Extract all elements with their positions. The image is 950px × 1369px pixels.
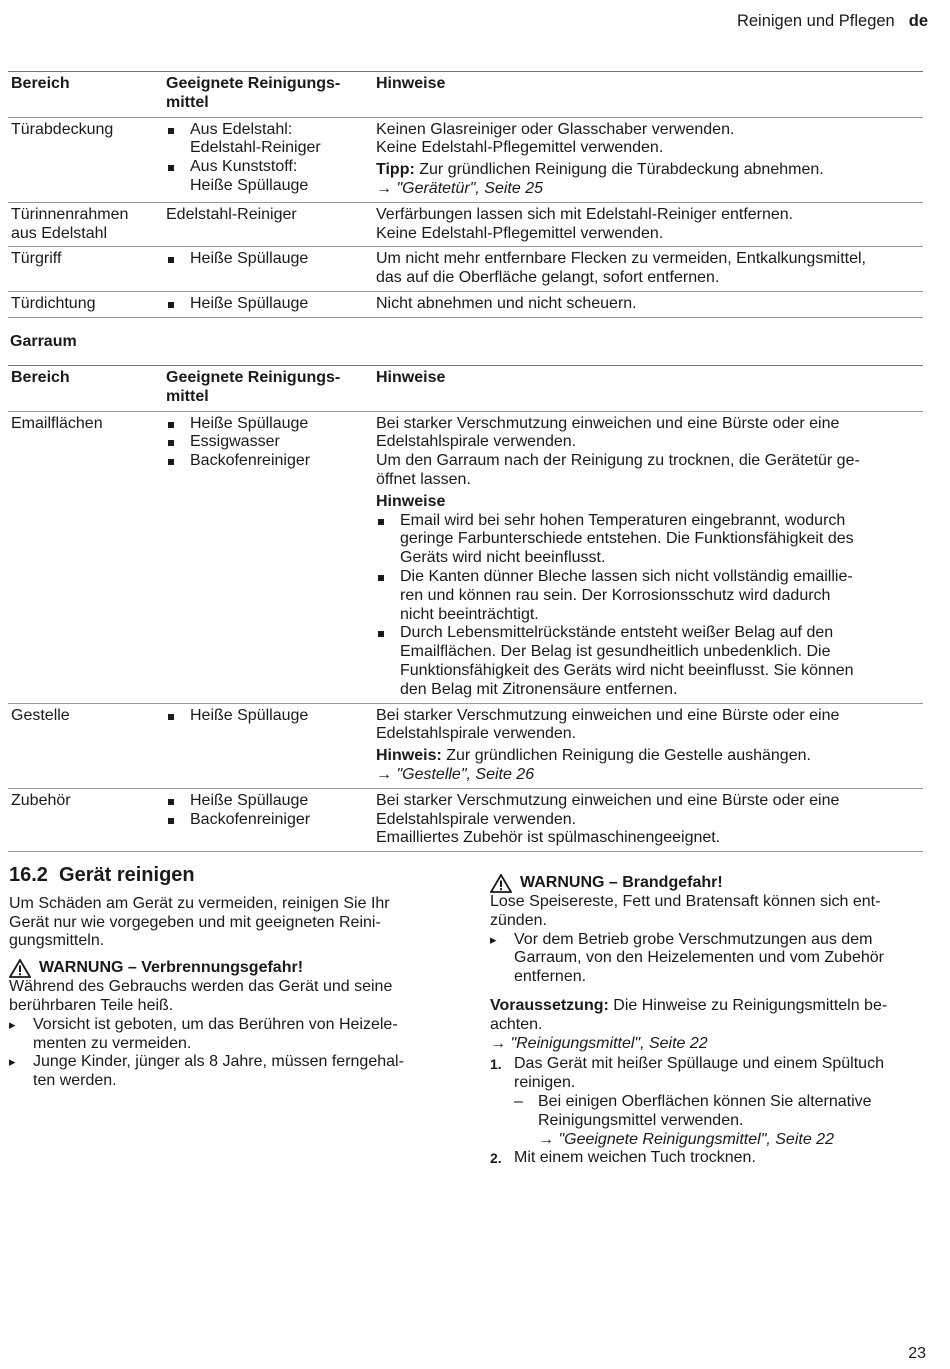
table-header-row bbox=[8, 72, 923, 118]
language-tag: de bbox=[908, 12, 928, 30]
table-row bbox=[8, 117, 923, 202]
tip-label: Hinweis: bbox=[376, 747, 442, 765]
area-cell: Türgriff bbox=[8, 247, 163, 292]
table-header-row bbox=[8, 366, 923, 412]
step-text: Mit einem weichen Tuch trocknen. bbox=[514, 1149, 756, 1167]
note-text: Bei starker Verschmutzung einweichen und eine Bürste oder eine Edelstahlspirale verwenden. Um den Garraum nach der Reinigung zu trocknen, die Gerätetür ge- öffnet lassen. bbox=[376, 414, 860, 488]
tip-paragraph bbox=[376, 747, 923, 766]
agent-item: Backofenreiniger bbox=[166, 811, 373, 830]
tip-label: Tipp: bbox=[376, 161, 415, 179]
warning-item: ▸ Junge Kinder, jünger als 8 Jahre, müssen ferngehal- ten werden. bbox=[9, 1053, 449, 1091]
agents-cell: Edelstahl-Reiniger bbox=[163, 202, 373, 247]
section-heading: 16.2 Gerät reinigen bbox=[9, 864, 195, 886]
warning-triangle-icon bbox=[490, 874, 512, 893]
agent-item: Aus Kunststoff: Heiße Spüllauge bbox=[166, 158, 373, 196]
agent-item: Heiße Spüllauge bbox=[166, 707, 373, 726]
agents-cell bbox=[163, 247, 373, 292]
agents-cell bbox=[163, 291, 373, 317]
warning-title: WARNUNG – Brandgefahr! bbox=[520, 874, 723, 892]
agent-item: Heiße Spüllauge bbox=[166, 792, 373, 811]
agent-item: Heiße Spüllauge bbox=[166, 295, 373, 314]
note-text: Bei starker Verschmutzung einweichen und eine Bürste oder eine Edelstahlspirale verwenden. bbox=[376, 706, 840, 743]
step-item bbox=[490, 1149, 930, 1168]
note-item: Durch Lebensmittelrückstände entsteht weißer Belag auf den Emailflächen. Der Belag ist gesundheitlich unbedenklich. Die Funktionsfähigkeit des Geräts wird nicht beeinflusst. Sie können den Belag mit Zitronensäure entfernen. bbox=[376, 624, 923, 699]
agent-item: Essigwasser bbox=[166, 433, 373, 452]
tip-text: Zur gründlichen Reinigung die Türabdeckung abnehmen. bbox=[414, 161, 824, 179]
table-row bbox=[8, 247, 923, 292]
notes-cell: Bei starker Verschmutzung einweichen und eine Bürste oder eine Edelstahlspirale verwenden. Emailliertes Zubehör ist spülmaschinengeeignet. bbox=[373, 788, 923, 851]
table-row bbox=[8, 411, 923, 703]
notes-cell bbox=[373, 411, 923, 703]
tip-paragraph bbox=[376, 161, 923, 180]
warning-title: WARNUNG – Verbrennungsgefahr! bbox=[39, 959, 304, 977]
column-header-notes: Hinweise bbox=[373, 366, 923, 412]
area-cell: Türabdeckung bbox=[8, 117, 163, 202]
notes-subheading: Hinweise bbox=[376, 492, 446, 510]
step-number: 1. bbox=[490, 1056, 502, 1073]
cleaning-table-door bbox=[8, 71, 923, 318]
warning-text: Während des Gebrauchs werden das Gerät und seine berührbaren Teile heiß. bbox=[9, 978, 393, 1014]
notes-cell bbox=[373, 703, 923, 788]
precondition-text: Die Hinweise zu Reinigungsmitteln be- achten. bbox=[490, 996, 888, 1033]
agents-cell bbox=[163, 117, 373, 202]
note-item: Email wird bei sehr hohen Temperaturen eingebrannt, wodurch geringe Farbunterschiede entstehen. Die Funktionsfähigkeit des Geräts wird nicht beeinflusst. bbox=[376, 512, 923, 568]
warning-triangle-icon bbox=[9, 959, 31, 978]
notes-cell bbox=[373, 117, 923, 202]
cross-reference-link[interactable]: → "Geeignete Reinigungsmittel", Seite 22 bbox=[538, 1130, 834, 1148]
cross-reference-link[interactable]: → "Gerätetür", Seite 25 bbox=[376, 179, 543, 197]
garraum-heading: Garraum bbox=[10, 333, 77, 350]
header-title: Reinigen und Pflegen bbox=[736, 12, 895, 30]
table-row bbox=[8, 703, 923, 788]
agent-item: Heiße Spüllauge bbox=[166, 415, 373, 434]
area-cell: Zubehör bbox=[8, 788, 163, 851]
agent-item: Heiße Spüllauge bbox=[166, 250, 373, 269]
step-item bbox=[490, 1055, 930, 1149]
cross-reference-link[interactable]: → "Gestelle", Seite 26 bbox=[376, 765, 535, 783]
warning-item: ▸ Vorsicht ist geboten, um das Berühren von Heizele- menten zu vermeiden. bbox=[9, 1016, 449, 1054]
warning-text: Lose Speisereste, Fett und Bratensaft können sich ent- zünden. bbox=[490, 893, 881, 929]
area-cell: Gestelle bbox=[8, 703, 163, 788]
column-header-agents: Geeignete Reinigungs- mittel bbox=[163, 72, 373, 118]
tip-text: Zur gründlichen Reinigung die Gestelle aushängen. bbox=[441, 747, 811, 765]
page-number: 23 bbox=[908, 1345, 926, 1362]
right-column bbox=[490, 866, 930, 1168]
area-cell: Emailflächen bbox=[8, 411, 163, 703]
column-header-notes: Hinweise bbox=[373, 72, 923, 118]
area-cell: Türinnenrahmen aus Edelstahl bbox=[8, 202, 163, 247]
warning-item: ▸ Vor dem Betrieb grobe Verschmutzungen aus dem Garraum, von den Heizelementen und vom Zubehör entfernen. bbox=[490, 931, 930, 987]
notes-cell: Um nicht mehr entfernbare Flecken zu vermeiden, Entkalkungsmittel, das auf die Oberfläche gelangt, sofort entfernen. bbox=[373, 247, 923, 292]
step-text: Das Gerät mit heißer Spüllauge und einem Spültuch reinigen. bbox=[514, 1055, 884, 1092]
step-subitem: – Bei einigen Oberflächen können Sie alternative Reinigungsmittel verwenden. → "Geeignete Reinigungsmittel", Seite 22 bbox=[514, 1093, 930, 1149]
agents-cell bbox=[163, 703, 373, 788]
warning-fire bbox=[490, 874, 930, 893]
table-row bbox=[8, 291, 923, 317]
running-header bbox=[737, 12, 928, 31]
cleaning-table-cavity bbox=[8, 365, 923, 852]
column-header-area: Bereich bbox=[8, 72, 163, 118]
step-number: 2. bbox=[490, 1150, 502, 1167]
precondition-label: Voraussetzung: bbox=[490, 996, 609, 1014]
warning-burn bbox=[9, 959, 449, 978]
agent-item: Backofenreiniger bbox=[166, 452, 373, 471]
agents-cell bbox=[163, 788, 373, 851]
precondition bbox=[490, 997, 930, 1035]
area-cell: Türdichtung bbox=[8, 291, 163, 317]
notes-cell: Nicht abnehmen und nicht scheuern. bbox=[373, 291, 923, 317]
cross-reference-link[interactable]: → "Reinigungsmittel", Seite 22 bbox=[490, 1034, 708, 1052]
table-row bbox=[8, 202, 923, 247]
column-header-area: Bereich bbox=[8, 366, 163, 412]
agent-item: Aus Edelstahl: Edelstahl-Reiniger bbox=[166, 121, 373, 159]
table-row bbox=[8, 788, 923, 851]
column-header-agents: Geeignete Reinigungs- mittel bbox=[163, 366, 373, 412]
notes-cell: Verfärbungen lassen sich mit Edelstahl-Reiniger entfernen. Keine Edelstahl-Pflegemittel verwenden. bbox=[373, 202, 923, 247]
steps-list bbox=[490, 1055, 930, 1168]
section-intro: Um Schäden am Gerät zu vermeiden, reinigen Sie Ihr Gerät nur wie vorgegeben und mit geeigneten Reini- gungsmitteln. bbox=[9, 894, 390, 950]
note-text: Keinen Glasreiniger oder Glasschaber verwenden. Keine Edelstahl-Pflegemittel verwenden. bbox=[376, 120, 735, 157]
agents-cell bbox=[163, 411, 373, 703]
left-column bbox=[9, 866, 449, 1091]
note-item: Die Kanten dünner Bleche lassen sich nicht vollständig emaillie- ren und können rau sein. Der Korrosionsschutz wird dadurch nicht beeinträchtigt. bbox=[376, 568, 923, 624]
